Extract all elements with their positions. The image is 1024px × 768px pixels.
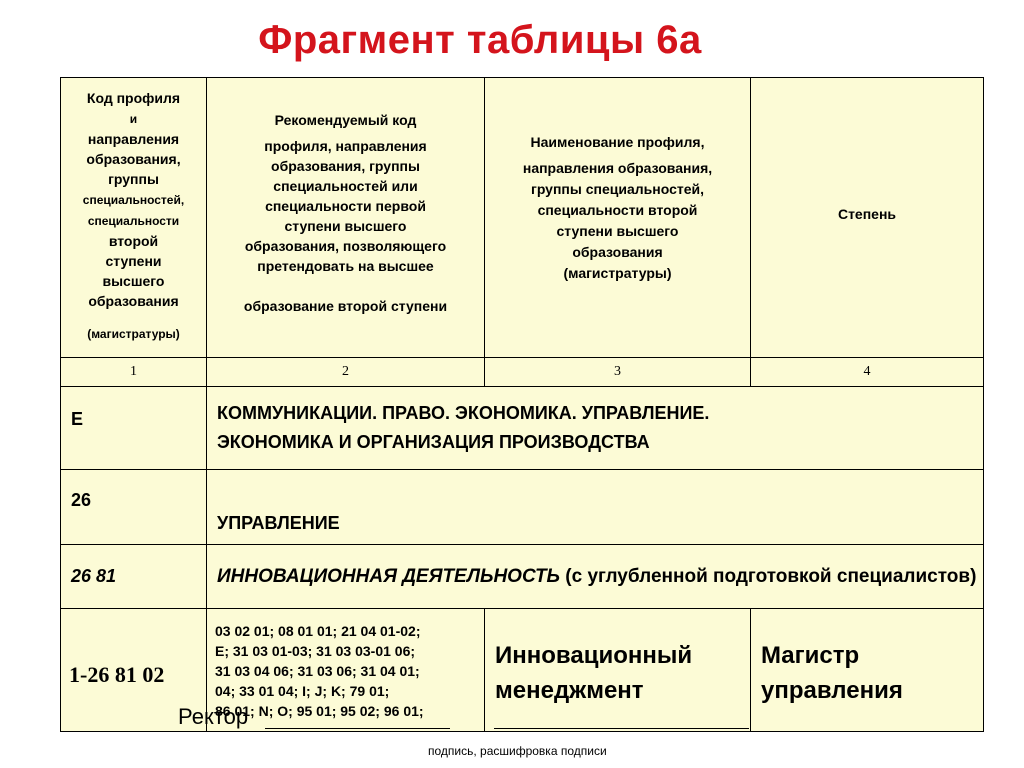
degree-line: Магистр	[761, 642, 860, 669]
h2-line: Рекомендуемый код	[274, 111, 417, 128]
name-line	[494, 728, 749, 729]
row-description	[207, 387, 984, 470]
h1-line: второй	[108, 232, 159, 249]
row-text: КОММУНИКАЦИИ. ПРАВО. ЭКОНОМИКА. УПРАВЛЕНИЕ.	[217, 403, 710, 423]
col-number: 4	[751, 358, 984, 387]
code-line: 31 03 04 06; 31 03 06; 31 04 01;	[215, 663, 420, 679]
degree-header: Степень	[837, 205, 897, 222]
table-row	[61, 470, 984, 545]
profile-table	[60, 77, 984, 732]
row-code: 26	[61, 470, 207, 545]
profile-name	[485, 609, 751, 732]
name-line: менеджмент	[495, 677, 644, 704]
recommended-codes	[207, 609, 485, 732]
h3-line: ступени высшего	[556, 222, 679, 239]
degree	[751, 609, 984, 732]
h1-line: Код профиля	[86, 89, 181, 106]
page-title: Фрагмент таблицы 6а	[258, 18, 702, 62]
row-description: УПРАВЛЕНИЕ	[207, 470, 984, 545]
row-text: ЭКОНОМИКА И ОРГАНИЗАЦИЯ ПРОИЗВОДСТВА	[217, 432, 650, 452]
code-line: Е; 31 03 01-03; 31 03 03-01 06;	[215, 643, 416, 659]
code-line: 86 01; N; O; 95 01; 95 02; 96 01;	[215, 703, 424, 719]
header-col2	[207, 78, 485, 358]
row-description	[207, 545, 984, 609]
h2-line: образование второй ступени	[243, 297, 448, 314]
row-code: 1-26 81 02	[61, 609, 207, 732]
h1-line: специальности	[87, 213, 180, 228]
h3-line: образования	[572, 243, 663, 260]
h3-line: (магистратуры)	[563, 264, 672, 281]
h2-line: специальностей или	[273, 177, 418, 194]
col-number: 1	[61, 358, 207, 387]
signature-line	[265, 728, 450, 729]
h2-line: образования, группы	[271, 157, 420, 174]
col-number: 2	[207, 358, 485, 387]
column-number-row	[61, 358, 984, 387]
rector-label: Ректор	[178, 704, 249, 729]
table-row	[61, 387, 984, 470]
row-code: 26 81	[61, 545, 207, 609]
degree-line: управления	[761, 677, 903, 704]
row-code: Е	[61, 387, 207, 470]
h1-line: высшего	[102, 272, 165, 289]
code-line: 04; 33 01 04; I; J; K; 79 01;	[215, 683, 390, 699]
h2-line: претендовать на высшее	[257, 257, 434, 274]
row-text: (с углубленной подготовкой специалистов)	[560, 566, 977, 587]
h2-line: профиля, направления	[264, 137, 427, 154]
h3-line: направления образования,	[522, 159, 713, 176]
h3-line: группы специальностей,	[530, 180, 705, 197]
h1-line: специальностей,	[82, 192, 185, 207]
h1-line: ступени	[105, 252, 162, 269]
header-row	[61, 78, 984, 358]
h1-line: образования,	[86, 150, 181, 167]
h2-line: образования, позволяющего	[244, 237, 447, 254]
header-col1	[61, 78, 207, 358]
h3-line: специальности второй	[537, 201, 698, 218]
signature-caption: подпись, расшифровка подписи	[428, 744, 607, 758]
col-number: 3	[485, 358, 751, 387]
h1-line: образования	[88, 292, 179, 309]
h1-line: (магистратуры)	[87, 326, 180, 341]
header-col4	[751, 78, 984, 358]
h1-line: направления	[87, 130, 180, 147]
row-text-italic: ИННОВАЦИОННАЯ ДЕЯТЕЛЬНОСТЬ	[217, 566, 561, 587]
table-row	[61, 545, 984, 609]
h2-line: специальности первой	[265, 197, 426, 214]
code-line: 03 02 01; 08 01 01; 21 04 01-02;	[215, 623, 421, 639]
h1-line: группы	[108, 170, 159, 187]
name-line: Инновационный	[495, 642, 693, 669]
h3-line: Наименование профиля,	[530, 133, 705, 150]
header-col3	[485, 78, 751, 358]
h1-line: и	[129, 111, 138, 126]
h2-line: ступени высшего	[284, 217, 407, 234]
